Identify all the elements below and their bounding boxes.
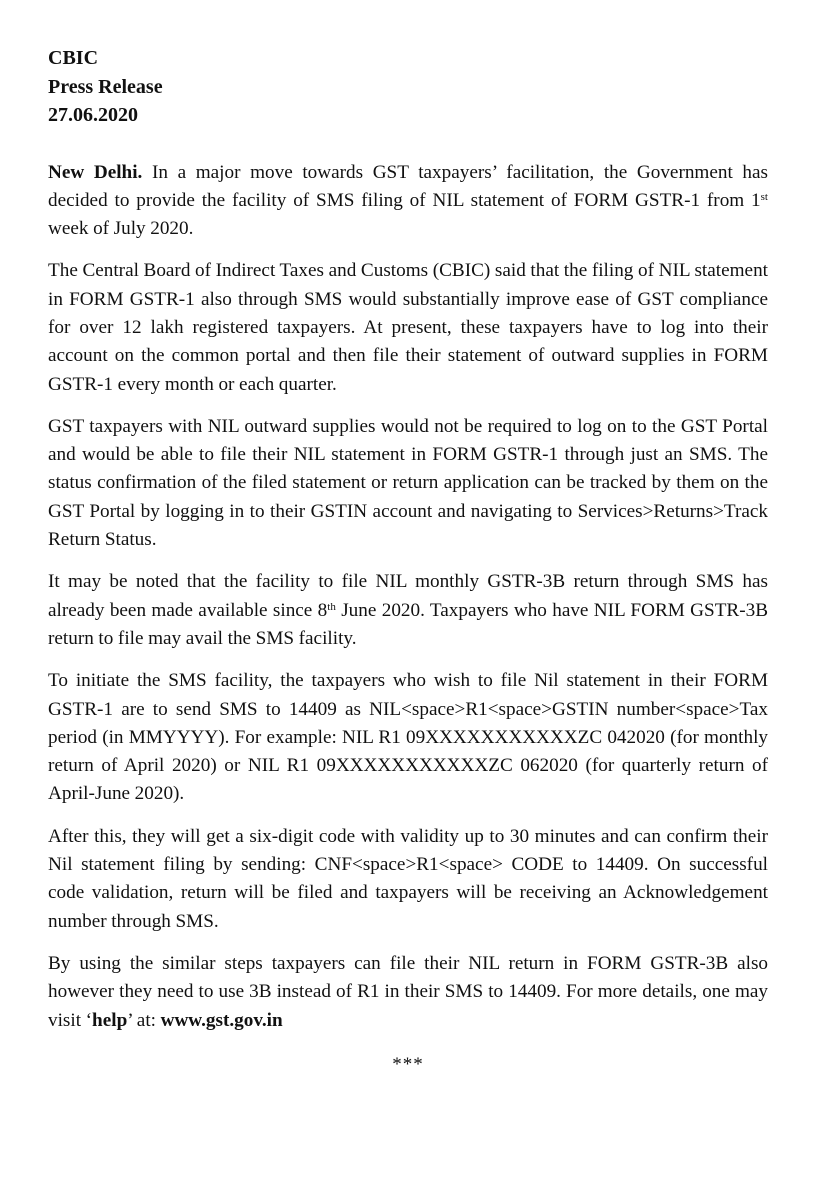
paragraph-gstr3b-text-a: It may be noted that the facility to file NIL monthly GSTR-3B return through SMS has already been made available since 8 xyxy=(48,571,768,621)
dateline: New Delhi. xyxy=(48,161,143,183)
paragraph-gstr3b-text-b: June 2020. Taxpayers who have NIL FORM GSTR-3B return to file may avail the SMS facility. xyxy=(48,599,768,649)
paragraph-steps-text-a: By using the similar steps taxpayers can file their NIL return in FORM GSTR-3B also however they need to use 3B instead of R1 in their SMS to 14409. For more details, one may visit ‘ xyxy=(48,952,768,1031)
document-type: Press Release xyxy=(48,75,163,98)
paragraph-intro-text-b: week of July 2020. xyxy=(48,218,194,240)
release-header xyxy=(48,44,768,130)
paragraph-intro xyxy=(48,159,768,244)
paragraph-gstr3b-steps xyxy=(48,950,768,1035)
paragraph-gstr3b-note xyxy=(48,568,768,653)
press-release-page xyxy=(48,44,768,1076)
paragraph-sms-format: To initiate the SMS facility, the taxpayers who wish to file Nil statement in their FORM GSTR-1 are to send SMS to 14409 as NIL<space>R1<space>GSTIN number<space>Tax period (in MMYYYY). For example: NIL R1 09XXXXXXXXXXXZC 042020 (for monthly return of April 2020) or NIL R1 09XXXXXXXXXXXZC 062020 (for quarterly return of April-June 2020). xyxy=(48,670,768,805)
paragraph-confirmation: After this, they will get a six-digit code with validity up to 30 minutes and can confirm their Nil statement filing by sending: CNF<space>R1<space> CODE to 14409. On successful code validation, return will be filed and taxpayers will be receiving an Acknowledgement number through SMS. xyxy=(48,825,768,932)
org-name: CBIC xyxy=(48,47,99,69)
gst-portal-url: www.gst.gov.in xyxy=(160,1009,283,1031)
ordinal-suffix: st xyxy=(760,190,768,203)
release-date: 27.06.2020 xyxy=(48,104,138,126)
paragraph-intro-text-a: In a major move towards GST taxpayers’ facilitation, the Government has decided to provide the facility of SMS filing of NIL statement of FORM GSTR-1 from 1 xyxy=(48,161,768,211)
paragraph-nil-supplies: GST taxpayers with NIL outward supplies would not be required to log on to the GST Portal and would be able to file their NIL statement in FORM GSTR-1 through just an SMS. The status confirmation of the filed statement or return application can be tracked by them on the GST Portal by logging in to their GSTIN account and navigating to Services>Returns>Track Return Status. xyxy=(48,415,768,551)
help-label: help xyxy=(92,1009,128,1031)
end-mark: *** xyxy=(392,1053,424,1075)
paragraph-steps-text-b: ’ at: xyxy=(127,1009,161,1031)
paragraph-cbic-statement: The Central Board of Indirect Taxes and Customs (CBIC) said that the filing of NIL statement in FORM GSTR-1 also through SMS would substantially improve ease of GST compliance for over 12 lakh registered taxpayers. At present, these taxpayers have to log into their account on the common portal and then file their statement of outward supplies in FORM GSTR-1 every month or each quarter. xyxy=(48,260,768,395)
ordinal-suffix: th xyxy=(327,600,336,613)
